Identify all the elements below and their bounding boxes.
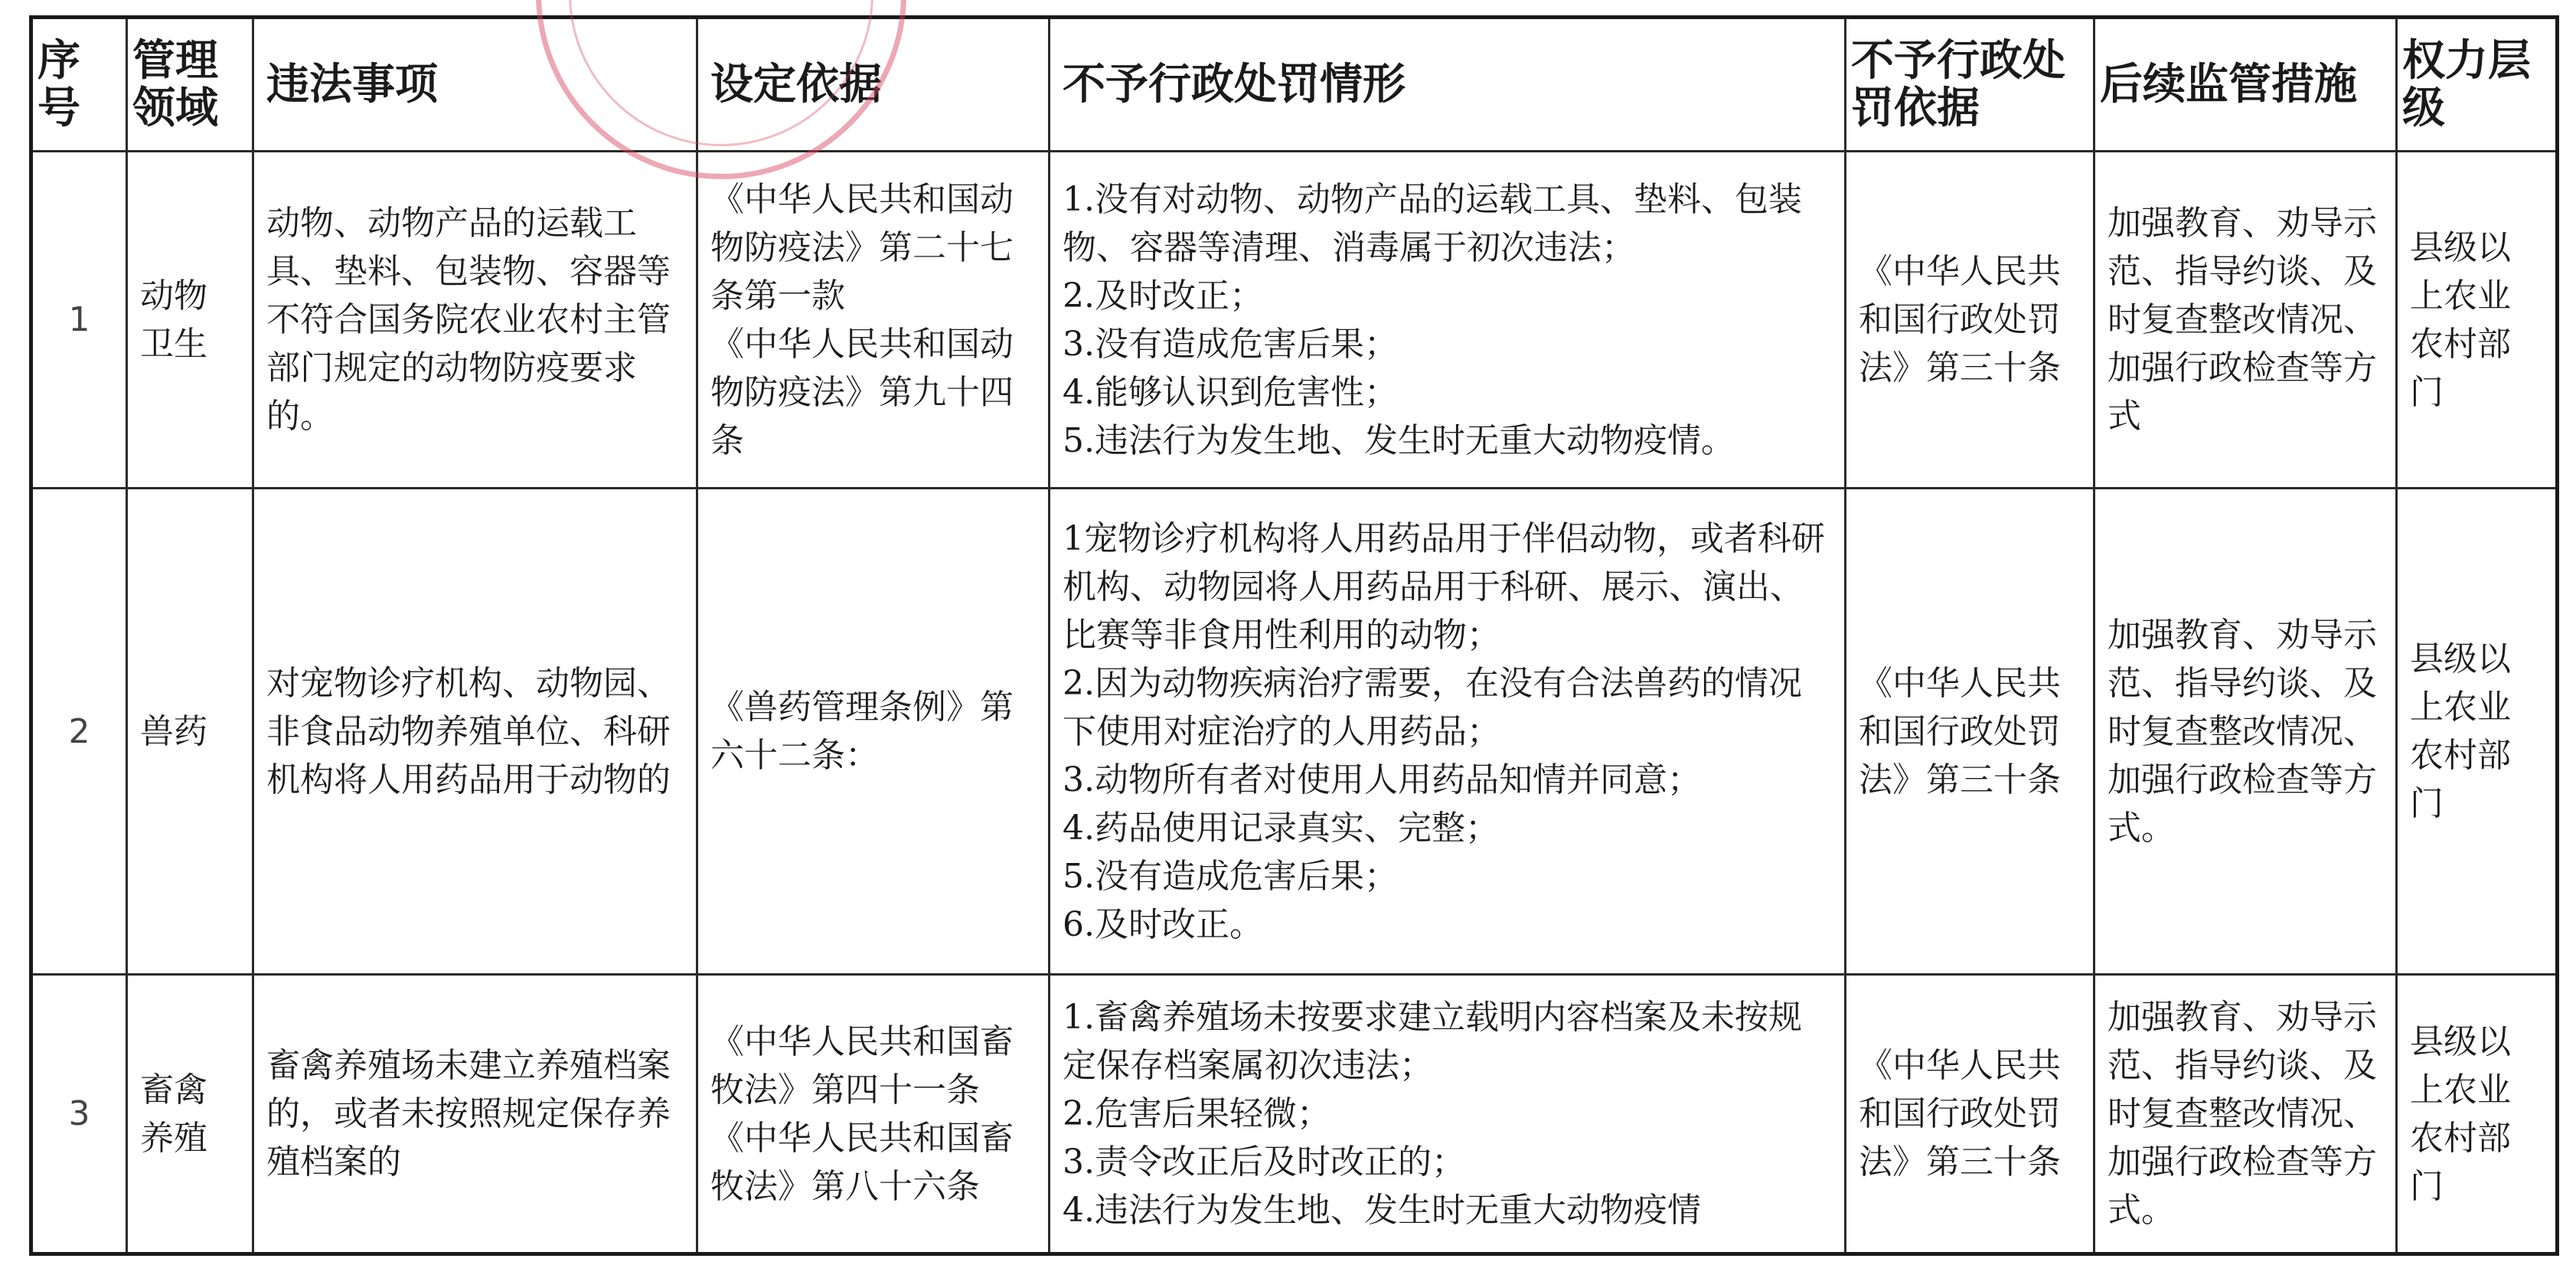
table-row (31, 975, 2558, 1254)
row-measures: 加强教育、劝导示范、指导约谈、及时复查整改情况、加强行政检查等方式 (2094, 152, 2397, 489)
row-level: 县级以上农业农村部门 (2397, 489, 2558, 975)
situation-item: 1.没有对动物、动物产品的运载工具、垫料、包装物、容器等清理、消毒属于初次违法； (1063, 179, 1802, 267)
row-penalty-basis: 《中华人民共和国行政处罚法》第三十条 (1846, 152, 2094, 489)
situation-item: 1宠物诊疗机构将人用药品用于伴侣动物，或者科研机构、动物园将人用药品用于科研、展示、演出、比赛等非食用性利用的动物； (1063, 518, 1825, 655)
row-field: 动物卫生 (127, 152, 253, 489)
row-measures: 加强教育、劝导示范、指导约谈、及时复查整改情况、加强行政检查等方式。 (2094, 489, 2397, 975)
row-penalty-basis: 《中华人民共和国行政处罚法》第三十条 (1846, 489, 2094, 975)
situation-item: 5.没有造成危害后果； (1063, 856, 1398, 896)
situation-item: 2.危害后果轻微； (1063, 1094, 1330, 1133)
situation-item: 2.及时改正； (1063, 276, 1263, 315)
situation-item: 4.能够认识到危害性； (1063, 372, 1398, 412)
header-measures: 后续监管措施 (2094, 18, 2397, 152)
header-basis: 设定依据 (697, 18, 1050, 152)
row-matter: 畜禽养殖场未建立养殖档案的，或者未按照规定保存养殖档案的 (253, 975, 697, 1254)
situation-item: 6.及时改正。 (1063, 904, 1263, 944)
situation-item: 3.动物所有者对使用人用药品知情并同意； (1063, 760, 1701, 799)
basis-item: 《中华人民共和国动物防疫法》第九十四条 (710, 324, 1014, 460)
situation-item: 4.药品使用记录真实、完整； (1063, 808, 1499, 848)
situation-item: 4.违法行为发生地、发生时无重大动物疫情 (1063, 1191, 1701, 1230)
header-matter: 违法事项 (253, 18, 697, 152)
row-field: 兽药 (127, 489, 253, 975)
row-level: 县级以上农业农村部门 (2397, 152, 2558, 489)
row-number: 2 (31, 489, 127, 975)
situation-item: 2.因为动物疾病治疗需要，在没有合法兽药的情况下使用对症治疗的人用药品； (1063, 663, 1802, 751)
basis-item: 《中华人民共和国畜牧法》第八十六条 (710, 1118, 1014, 1206)
basis-item: 《中华人民共和国畜牧法》第四十一条 (710, 1021, 1014, 1110)
situation-item: 5.违法行为发生地、发生时无重大动物疫情。 (1063, 420, 1735, 460)
row-basis (697, 152, 1050, 489)
header-penalty-basis: 不予行政处罚依据 (1846, 18, 2094, 152)
row-situations (1050, 489, 1846, 975)
row-situations (1050, 152, 1846, 489)
header-level: 权力层级 (2397, 18, 2558, 152)
no-penalty-list-table (29, 15, 2559, 1256)
situation-item: 3.没有造成危害后果； (1063, 324, 1398, 364)
row-field: 畜禽养殖 (127, 975, 253, 1254)
situation-item: 3.责令改正后及时改正的； (1063, 1142, 1465, 1182)
row-number: 1 (31, 152, 127, 489)
row-penalty-basis: 《中华人民共和国行政处罚法》第三十条 (1846, 975, 2094, 1254)
header-situations: 不予行政处罚情形 (1050, 18, 1846, 152)
row-situations (1050, 975, 1846, 1254)
row-number: 3 (31, 975, 127, 1254)
header-no: 序号 (31, 18, 127, 152)
header-row (31, 18, 2558, 152)
row-basis (697, 489, 1050, 975)
row-matter: 对宠物诊疗机构、动物园、非食品动物养殖单位、科研机构将人用药品用于动物的 (253, 489, 697, 975)
situation-item: 1.畜禽养殖场未按要求建立载明内容档案及未按规定保存档案属初次违法； (1063, 998, 1802, 1085)
basis-item: 《兽药管理条例》第六十二条： (710, 688, 1014, 775)
header-field: 管理领域 (127, 18, 253, 152)
basis-item: 《中华人民共和国动物防疫法》第二十七条第一款 (710, 179, 1014, 315)
row-measures: 加强教育、劝导示范、指导约谈、及时复查整改情况、加强行政检查等方式。 (2094, 975, 2397, 1254)
table-row (31, 489, 2558, 975)
row-matter: 动物、动物产品的运载工具、垫料、包装物、容器等不符合国务院农业农村主管部门规定的动物防疫要求的。 (253, 152, 697, 489)
row-level: 县级以上农业农村部门 (2397, 975, 2558, 1254)
table-row (31, 152, 2558, 489)
row-basis (697, 975, 1050, 1254)
